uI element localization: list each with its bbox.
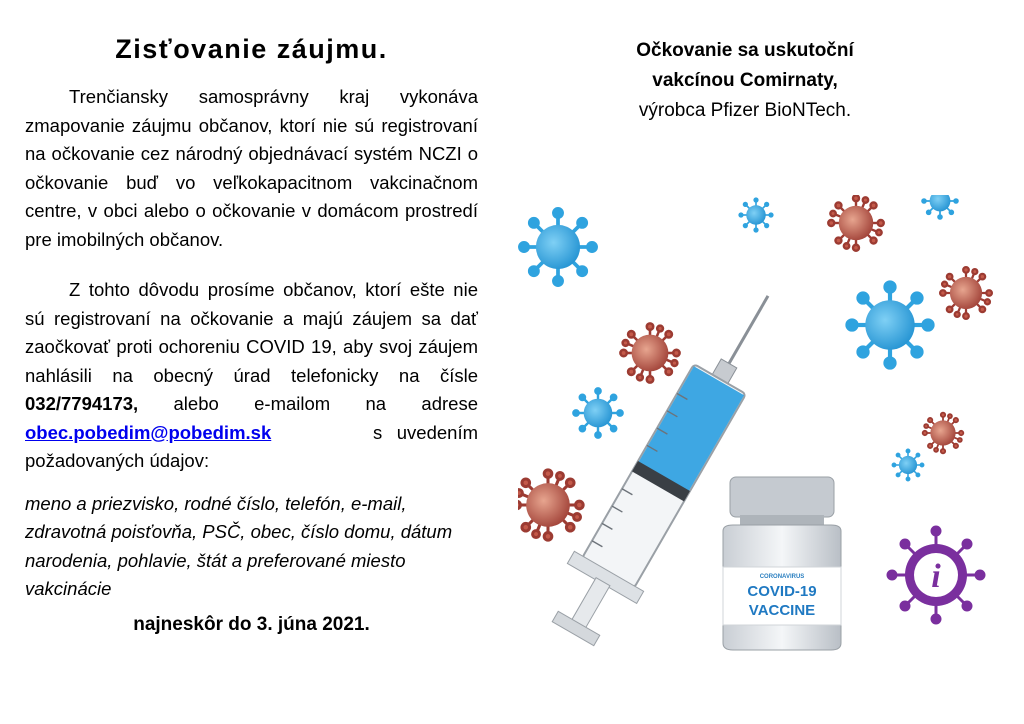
- intro-paragraph: Trenčiansky samosprávny kraj vykonáva zmapovanie záujmu občanov, ktorí nie sú registrovaní na očkovanie cez národný objednávací systém NCZI o očkovanie buď vo veľkokapacitnom vakcinačnom centre, v obci alebo o očkovanie v domácom prostredí pre imobilných občanov.: [25, 86, 478, 250]
- request-end: s uvedením požadovaných údajov:: [25, 421, 478, 471]
- red-virus-icon: [620, 323, 679, 382]
- vial-label-line-2: VACCINE: [748, 602, 816, 619]
- vaccine-line-1: Očkovanie sa uskutoční: [636, 40, 854, 61]
- phone-number: 032/7794173,: [25, 393, 139, 414]
- blue-virus-icon: [847, 282, 932, 367]
- blue-virus-icon: [520, 209, 596, 285]
- info-icon: [888, 527, 984, 623]
- vial-label-line-1: COVID-19: [747, 583, 817, 600]
- red-virus-icon: [518, 470, 583, 540]
- vial-small-label: CORONAVIRUS: [759, 574, 805, 580]
- blue-virus-icon: [892, 449, 923, 480]
- red-virus-icon: [828, 195, 884, 251]
- red-virus-icon: [940, 267, 992, 319]
- request-text: Z tohto dôvodu prosíme občanov, ktorí ešte nie sú registrovaní na očkovanie a majú záujem sa dať zaočkovať proti ochoreniu COVID 19, aby svoj záujem nahlásili na obecný úrad telefonicky na čísle: [25, 279, 478, 386]
- deadline: najneskôr do 3. júna 2021.: [133, 613, 370, 635]
- vaccine-illustration: [518, 195, 998, 655]
- red-virus-icon: [923, 413, 964, 454]
- email-link[interactable]: obec.pobedim@pobedim.sk: [25, 421, 272, 443]
- blue-virus-icon: [922, 195, 958, 219]
- request-paragraph: [25, 276, 478, 476]
- blue-virus-icon: [573, 388, 622, 437]
- required-data-list: meno a priezvisko, rodné číslo, telefón, e-mail, zdravotná poisťovňa, PSČ, obec, číslo domu, dátum narodenia, pohlavie, štát a preferované miesto vakcinácie: [25, 492, 453, 599]
- left-column: [25, 28, 478, 636]
- page-title: Zisťovanie záujmu.: [115, 34, 388, 64]
- vaccine-line-3: výrobca Pfizer BioNTech.: [638, 100, 852, 121]
- vaccine-info: [580, 36, 910, 126]
- info-glyph: i: [931, 558, 941, 595]
- email-intro: alebo e-mailom na adrese: [173, 393, 478, 414]
- blue-virus-icon: [739, 198, 773, 232]
- vaccine-line-2: vakcínou Comirnaty,: [652, 70, 838, 91]
- vaccine-vial-icon: [723, 477, 841, 650]
